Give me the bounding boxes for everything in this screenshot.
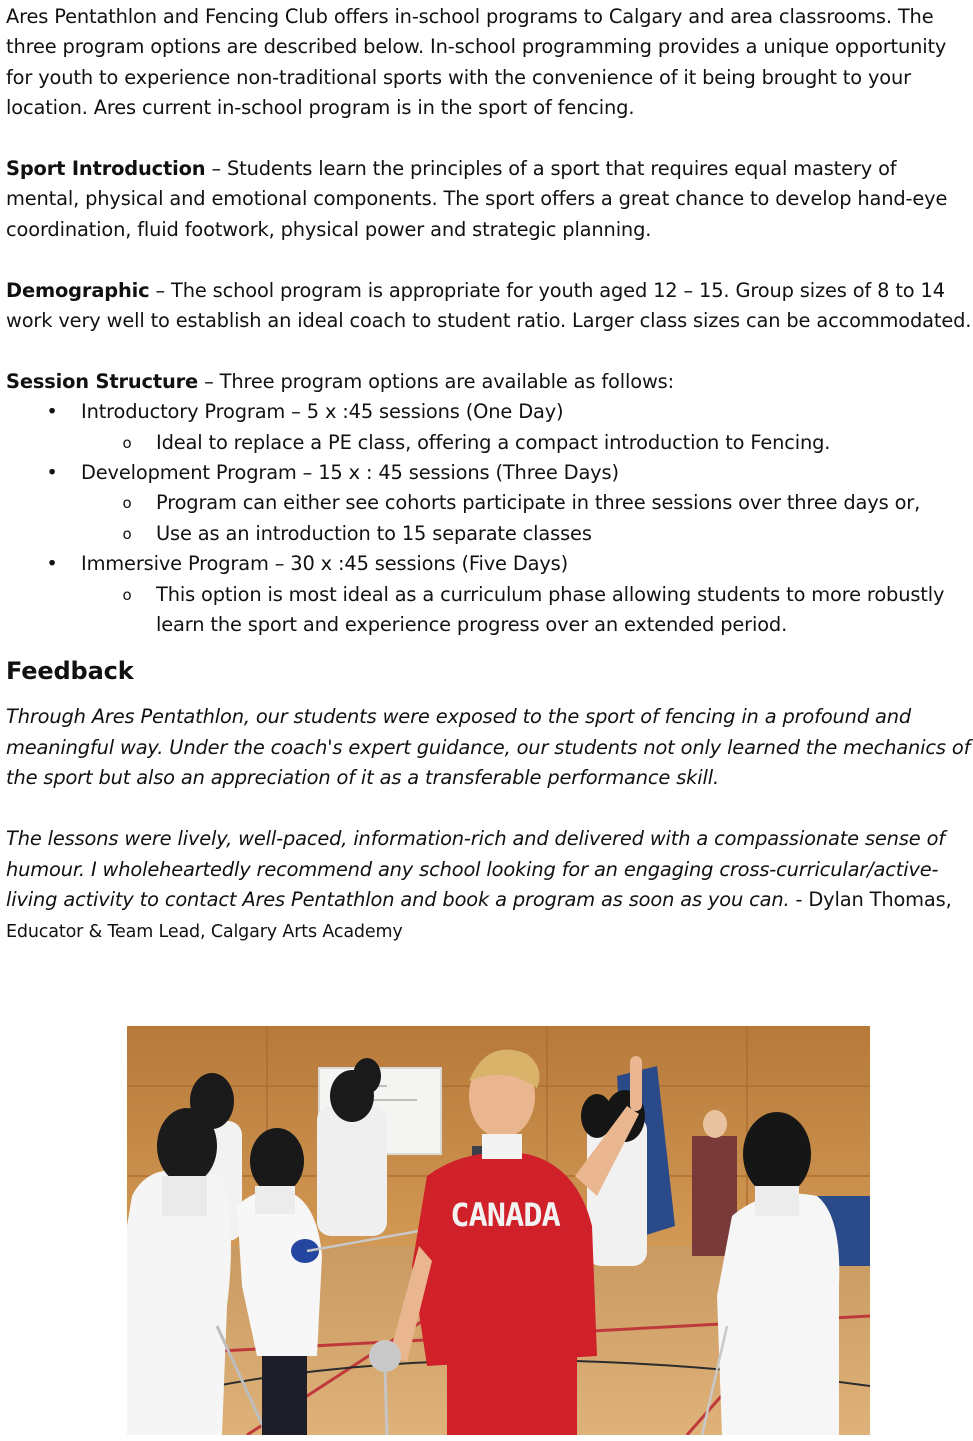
feedback-quote-1: Through Ares Pentathlon, our students were exposed to the sport of fencing in a profound and meaningful way. Under the coach's expert guidance, our students not only learned the mechanics of the sport but also an appreciation of it as a transferable performance skill.	[6, 705, 971, 790]
bullet-icon: •	[46, 400, 58, 424]
session-structure-paragraph	[6, 367, 973, 397]
program-title: Introductory Program – 5 x :45 sessions (One Day)	[81, 400, 564, 424]
list-sub-item	[6, 428, 973, 458]
list-item	[6, 458, 973, 488]
session-structure-text: – Three program options are available as follows:	[198, 369, 674, 393]
sub-bullet-icon: o	[122, 433, 132, 452]
program-title: Immersive Program – 30 x :45 sessions (Five Days)	[81, 552, 569, 576]
session-structure-heading: Session Structure	[6, 369, 199, 393]
sport-introduction-heading: Sport Introduction	[6, 157, 206, 181]
sub-bullet-icon: o	[122, 494, 132, 513]
list-sub-item	[6, 488, 973, 518]
sport-introduction-paragraph	[6, 154, 973, 245]
program-list	[6, 397, 973, 640]
feedback-heading: Feedback	[6, 657, 134, 686]
fencing-class-photo	[127, 1026, 870, 1435]
demographic-paragraph	[6, 276, 973, 337]
attribution-role: Educator & Team Lead, Calgary Arts Academy	[6, 922, 403, 943]
demographic-heading: Demographic	[6, 278, 150, 302]
list-item	[6, 397, 973, 427]
feedback-quote-2-paragraph	[6, 824, 973, 948]
sub-bullet-icon: o	[122, 585, 132, 604]
program-detail: Program can either see cohorts participate in three sessions over three days or,	[156, 491, 921, 515]
program-detail: Use as an introduction to 15 separate classes	[156, 521, 592, 545]
bullet-icon: •	[46, 552, 58, 576]
bullet-icon: •	[46, 461, 58, 485]
feedback-quote-2: The lessons were lively, well-paced, information-rich and delivered with a compassionate sense of humour. I wholeheartedly recommend any school looking for an engaging cross-curricular/active-living activity to contact Ares Pentathlon and book a program as soon as you can.	[6, 827, 945, 911]
sport-introduction-text: – Students learn the principles of a sport that requires equal mastery of mental, physical and emotional components. The sport offers a great chance to develop hand-eye coordination, fluid footwork, physical power and strategic planning.	[6, 157, 948, 241]
shirt-text: CANADA	[450, 1196, 560, 1234]
sub-bullet-icon: o	[122, 524, 132, 543]
program-title: Development Program – 15 x : 45 sessions (Three Days)	[81, 461, 619, 485]
intro-paragraph: Ares Pentathlon and Fencing Club offers in-school programs to Calgary and area classrooms. The three program options are described below. In-school programming provides a unique opportunity for youth to experience non-traditional sports with the convenience of it being brought to your location. Ares current in-school program is in the sport of fencing.	[6, 5, 947, 120]
demographic-text: – The school program is appropriate for youth aged 12 – 15. Group sizes of 8 to 14 work very well to establish an ideal coach to student ratio. Larger class sizes can be accommodated.	[6, 278, 972, 333]
list-sub-item	[6, 519, 973, 549]
attribution-name: - Dylan Thomas,	[789, 887, 952, 911]
program-detail: Ideal to replace a PE class, offering a compact introduction to Fencing.	[156, 430, 831, 454]
program-detail: This option is most ideal as a curriculum phase allowing students to more robustly learn the sport and experience progress over an extended period.	[156, 582, 945, 637]
list-item	[6, 549, 973, 579]
list-sub-item	[6, 580, 973, 641]
